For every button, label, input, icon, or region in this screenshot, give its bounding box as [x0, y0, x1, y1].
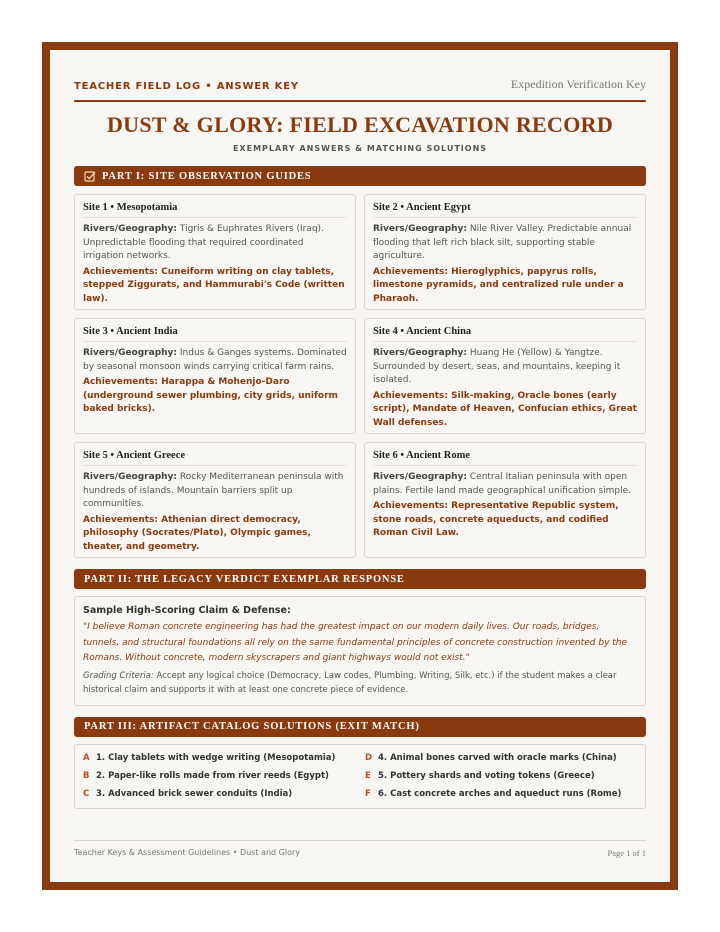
part3-header	[74, 717, 646, 737]
site-card-3	[74, 318, 356, 434]
part1-title: PART I: SITE OBSERVATION GUIDES	[102, 170, 312, 182]
claim-heading: Sample High-Scoring Claim & Defense:	[83, 605, 291, 616]
criteria-label: Grading Criteria:	[83, 670, 154, 681]
ach-label: Achievements:	[373, 501, 449, 511]
page-footer	[74, 840, 646, 858]
ach-label: Achievements:	[373, 390, 449, 401]
checkbox-icon	[84, 170, 96, 182]
match-text: 5. Pottery shards and voting tokens (Greece)	[378, 771, 595, 781]
document-title: DUST & GLORY: FIELD EXCAVATION RECORD	[106, 112, 614, 137]
match-text: 2. Paper-like rolls made from river reeds (Egypt)	[96, 771, 329, 781]
match-text: 1. Clay tablets with wedge writing (Mesopotamia)	[96, 753, 336, 763]
match-letter: C	[83, 789, 90, 799]
match-item	[365, 769, 631, 784]
site-geography	[373, 347, 637, 388]
site-achievements	[83, 266, 347, 307]
site-title: Site 1 • Mesopotamia	[83, 202, 347, 218]
site-card-2	[364, 194, 646, 310]
exemplar-response-box	[74, 596, 646, 706]
site-card-6	[364, 442, 646, 558]
site-card-5	[74, 442, 356, 558]
header-right-label: Expedition Verification Key	[510, 77, 646, 91]
ach-text: Hieroglyphics, papyrus rolls, limestone pyramids, and centralized rule under a Pharaoh.	[373, 266, 624, 304]
match-letter: B	[83, 771, 90, 781]
site-geography	[373, 223, 637, 264]
ach-text: Athenian direct democracy, philosophy (Socrates/Plato), Olympic games, theater, and geometry.	[83, 514, 311, 552]
part2-header	[74, 569, 646, 589]
sample-claim-quote: "I believe Roman concrete engineering has had the greatest impact on our modern daily lives. Our roads, bridges, tunnels, and structural foundations all rely on the same fundamental principles of concrete construction invented by the Romans. Without concrete, modern skyscrapers and giant highways would not exist."	[83, 622, 628, 663]
match-solutions-box	[74, 744, 646, 809]
geo-text: Rocky Mediterranean peninsula with hundreds of islands. Mountain barriers split up communities.	[83, 472, 344, 509]
site-achievements	[83, 514, 347, 555]
site-title: Site 2 • Ancient Egypt	[373, 202, 637, 218]
site-title: Site 6 • Ancient Rome	[373, 450, 637, 466]
geo-text: Nile River Valley. Predictable annual flooding that left rich black silt, supporting stable agriculture.	[373, 224, 632, 261]
ach-text: Cuneiform writing on clay tablets, stepped Ziggurats, and Hammurabi's Code (written law).	[83, 266, 345, 304]
ach-label: Achievements:	[373, 266, 449, 277]
geo-text: Indus & Ganges systems. Dominated by seasonal monsoon winds carrying critical farm rains.	[83, 348, 347, 372]
grading-criteria	[83, 669, 637, 697]
site-achievements	[373, 266, 637, 307]
header-left-label: TEACHER FIELD LOG • ANSWER KEY	[74, 81, 299, 92]
geo-label: Rivers/Geography:	[83, 348, 178, 358]
site-card-4	[364, 318, 646, 434]
site-achievements	[373, 390, 637, 431]
site-geography	[373, 471, 637, 498]
site-geography	[83, 347, 347, 374]
ach-text: Harappa & Mohenjo-Daro (underground sewer plumbing, city grids, uniform baked bricks).	[83, 377, 338, 414]
ach-text: Representative Republic system, stone roads, concrete aqueducts, and codified Roman Civil Law.	[373, 501, 619, 538]
ach-label: Achievements:	[83, 377, 159, 387]
ach-label: Achievements:	[83, 514, 159, 525]
header-bar	[74, 50, 646, 102]
match-letter: D	[365, 753, 373, 763]
site-geography	[83, 223, 347, 264]
site-achievements	[373, 500, 637, 541]
site-geography	[83, 471, 347, 512]
match-item	[83, 751, 365, 766]
site-title: Site 3 • Ancient India	[83, 326, 347, 342]
part1-header	[74, 166, 646, 186]
match-letter: E	[365, 771, 371, 781]
match-list	[83, 751, 637, 802]
site-title: Site 5 • Ancient Greece	[83, 450, 347, 466]
part2-title: PART II: THE LEGACY VERDICT EXEMPLAR RESPONSE	[84, 573, 405, 585]
geo-label: Rivers/Geography:	[373, 224, 468, 234]
match-text: 6. Cast concrete arches and aqueduct runs (Rome)	[378, 789, 622, 799]
match-text: 3. Advanced brick sewer conduits (India)	[96, 789, 293, 799]
site-title: Site 4 • Ancient China	[373, 326, 637, 342]
geo-label: Rivers/Geography:	[83, 472, 178, 482]
geo-label: Rivers/Geography:	[373, 472, 468, 482]
document-subtitle: EXEMPLARY ANSWERS & MATCHING SOLUTIONS	[232, 144, 488, 153]
match-item	[83, 769, 365, 784]
part3-title: PART III: ARTIFACT CATALOG SOLUTIONS (EXIT MATCH)	[84, 721, 420, 732]
site-achievements	[83, 376, 347, 417]
worksheet	[50, 50, 670, 882]
match-item	[365, 787, 631, 802]
geo-text: Tigris & Euphrates Rivers (Iraq). Unpredictable flooding that required coordinated irrigation networks.	[83, 224, 324, 261]
geo-text: Central Italian peninsula with open plains. Fertile land made geographical unification simple.	[373, 472, 632, 496]
page-frame	[42, 42, 678, 890]
ach-text: Silk-making, Oracle bones (early script), Mandate of Heaven, Confucian ethics, Great Wall defenses.	[373, 390, 637, 428]
site-card-1	[74, 194, 356, 310]
match-letter: F	[365, 789, 371, 799]
match-item	[365, 751, 631, 766]
site-grid	[74, 194, 646, 558]
ach-label: Achievements:	[83, 266, 159, 277]
geo-text: Huang He (Yellow) & Yangtze. Surrounded by desert, seas, and mountains, keeping it isolated.	[373, 348, 621, 385]
match-text: 4. Animal bones carved with oracle marks (China)	[378, 753, 617, 763]
footer-left-text: Teacher Keys & Assessment Guidelines • Dust and Glory	[74, 848, 301, 857]
page-number: Page 1 of 1	[607, 848, 646, 858]
geo-label: Rivers/Geography:	[373, 348, 468, 358]
match-letter: A	[83, 753, 90, 763]
geo-label: Rivers/Geography:	[83, 224, 178, 234]
criteria-text: Accept any logical choice (Democracy, Law codes, Plumbing, Writing, Silk, etc.) if the student makes a clear historical claim and supports it with at least one concrete piece of evidence.	[83, 670, 617, 695]
match-item	[83, 787, 365, 802]
